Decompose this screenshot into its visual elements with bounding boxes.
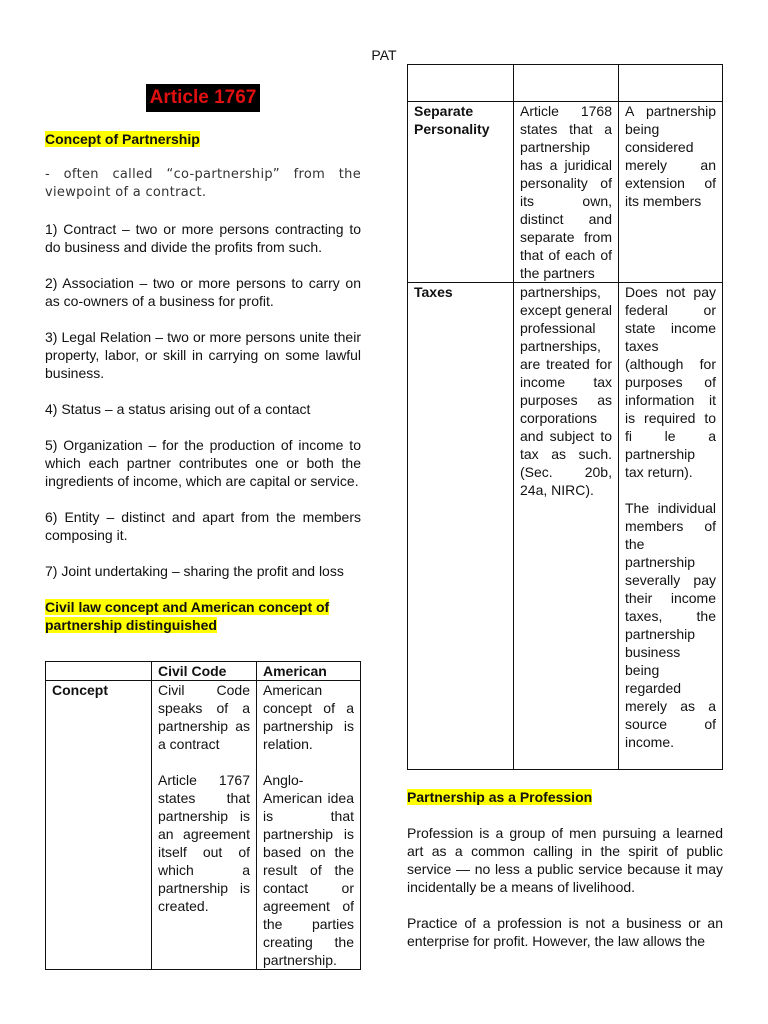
- list-item: 6) Entity – distinct and apart from the members composing it.: [45, 509, 361, 543]
- heading-civil-vs-american: Civil law concept and American concept of partnership distinguished: [45, 599, 330, 633]
- intro-note: - often called “co-partnership” from the viewpoint of a contract.: [45, 167, 361, 200]
- cell-civil: [152, 681, 257, 970]
- table-row: [408, 283, 723, 770]
- table-header-blank: [46, 662, 152, 681]
- cell-text: Article 1767 states that partnership is an agreement itself out of which a partnership is created.: [158, 772, 250, 914]
- cell-text: American concept of a partnership is relation.: [263, 682, 354, 752]
- cell-text: Anglo-American idea is that partnership is based on the result of the contact or agreement of the parties creating the partnership.: [263, 772, 354, 968]
- comparison-table-part1: [45, 661, 361, 970]
- heading-partnership-as-profession: Partnership as a Profession: [407, 789, 593, 805]
- page-header: PAT: [371, 47, 397, 63]
- cell-text: Article 1768 states that a partnership has a juridical personality of its own, distinct and separate from that of each of the partners: [520, 103, 612, 281]
- cell-civil: [514, 102, 619, 283]
- list-item: 2) Association – two or more persons to carry on as co-owners of a business for profit.: [45, 275, 361, 309]
- table-header-american: American: [257, 662, 361, 681]
- cell-american: [257, 681, 361, 970]
- empty-cell: [408, 65, 514, 102]
- list-item: 4) Status – a status arising out of a contact: [45, 401, 311, 417]
- cell-civil: [514, 283, 619, 770]
- empty-cell: [514, 65, 619, 102]
- row-label-separate-personality: Separate Personality: [408, 102, 514, 283]
- table-row: [408, 102, 723, 283]
- empty-cell: [619, 65, 723, 102]
- cell-american: [619, 102, 723, 283]
- left-column: [45, 84, 361, 970]
- cell-text: Does not pay federal or state income taxes (although for purposes of information it is required to fi le a partnership tax return).: [625, 284, 716, 480]
- table-row: [46, 681, 361, 970]
- table-header-row: [46, 662, 361, 681]
- cell-text: A partnership being considered merely an extension of its members: [625, 103, 716, 209]
- list-item: 3) Legal Relation – two or more persons unite their property, labor, or skill in carrying on some lawful business.: [45, 329, 361, 381]
- list-item: 7) Joint undertaking – sharing the profit and loss: [45, 563, 344, 579]
- table-header-civil-code: Civil Code: [152, 662, 257, 681]
- right-column: [407, 64, 723, 968]
- article-title: Article 1767: [146, 84, 261, 112]
- row-label-taxes: Taxes: [408, 283, 514, 770]
- cell-american: [619, 283, 723, 770]
- cell-text: partnerships, except general professional partnerships, are treated for income tax purposes as corporations and subject to tax as such. (Sec. 20b, 24a, NIRC).: [520, 284, 612, 498]
- list-item: 5) Organization – for the production of income to which each partner contributes one or both the ingredients of income, which are capital or service.: [45, 437, 361, 489]
- cell-text: Civil Code speaks of a partnership as a contract: [158, 682, 250, 752]
- row-label-concept: Concept: [46, 681, 152, 970]
- comparison-table-part2: [407, 64, 723, 770]
- paragraph: Practice of a profession is not a business or an enterprise for profit. However, the law allows the: [407, 915, 723, 949]
- paragraph: Profession is a group of men pursuing a learned art as a common calling in the spirit of public service — no less a public service because it may incidentally be a means of livelihood.: [407, 825, 723, 895]
- table-row-empty: [408, 65, 723, 102]
- heading-concept-of-partnership: Concept of Partnership: [45, 131, 200, 147]
- list-item: 1) Contract – two or more persons contracting to do business and divide the profits from such.: [45, 221, 361, 255]
- cell-text: The individual members of the partnership severally pay their income taxes, the partnership business being regarded merely as a source of income.: [625, 500, 716, 750]
